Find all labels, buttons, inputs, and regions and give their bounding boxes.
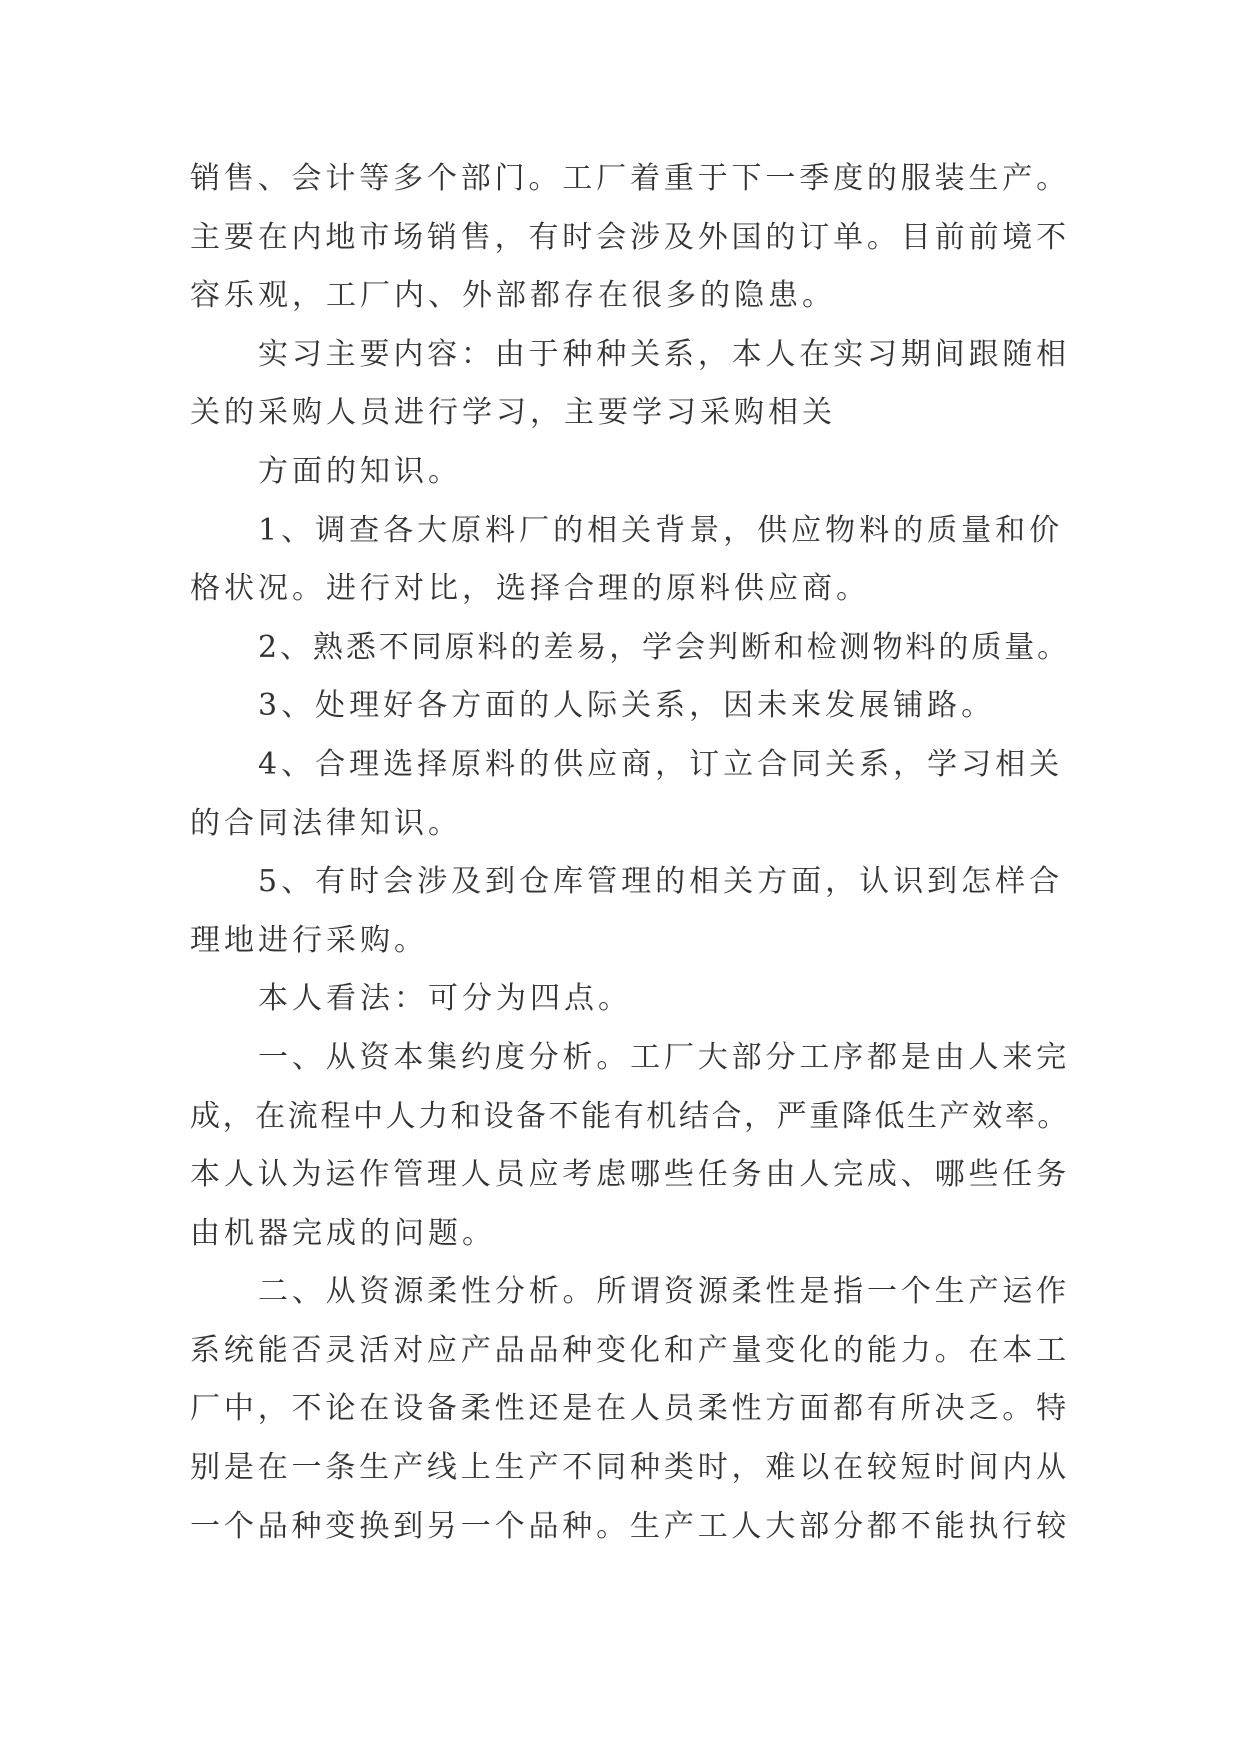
text-line: 销售、会计等多个部门。工厂着重于下一季度的服装生产。 — [190, 161, 1070, 196]
text-line: 容乐观，工厂内、外部都存在很多的隐患。 — [190, 278, 836, 314]
text-line: 4、合理选择原料的供应商，订立合同关系，学习相关 — [258, 746, 1064, 782]
text-line: 别是在一条生产线上生产不同种类时，难以在较短时间内从 — [190, 1450, 1070, 1486]
text-line: 5、有时会涉及到仓库管理的相关方面，认识到怎样合 — [258, 864, 1064, 900]
text-line: 本人认为运作管理人员应考虑哪些任务由人完成、哪些任务 — [190, 1157, 1070, 1193]
text-line: 2、熟悉不同原料的差易，学会判断和检测物料的质量。 — [258, 629, 1071, 665]
document-body — [190, 150, 1070, 1556]
text-line: 关的采购人员进行学习，主要学习采购相关 — [190, 395, 836, 431]
text-line: 格状况。进行对比，选择合理的原料供应商。 — [190, 571, 870, 607]
text-line: 一、从资本集约度分析。工厂大部分工序都是由人来完 — [258, 1039, 1070, 1075]
text-line: 实习主要内容：由于种种关系，本人在实习期间跟随相 — [258, 336, 1070, 372]
text-line: 方面的知识。 — [258, 453, 462, 489]
text-line: 3、处理好各方面的人际关系，因未来发展铺路。 — [258, 688, 996, 724]
text-line: 系统能否灵活对应产品品种变化和产量变化的能力。在本工 — [190, 1332, 1070, 1368]
text-line: 一个品种变换到另一个品种。生产工人大部分都不能执行较 — [190, 1508, 1070, 1544]
text-line: 本人看法：可分为四点。 — [258, 981, 632, 1017]
text-line: 二、从资源柔性分析。所谓资源柔性是指一个生产运作 — [258, 1274, 1070, 1310]
text-line: 1、调查各大原料厂的相关背景，供应物料的质量和价 — [258, 512, 1064, 548]
text-line: 厂中，不论在设备柔性还是在人员柔性方面都有所决乏。特 — [190, 1391, 1070, 1427]
text-line: 理地进行采购。 — [190, 922, 428, 958]
text-line: 由机器完成的问题。 — [190, 1215, 496, 1251]
text-line: 的合同法律知识。 — [190, 805, 462, 841]
text-line: 成，在流程中人力和设备不能有机结合，严重降低生产效率。 — [190, 1098, 1070, 1134]
text-line: 主要在内地市场销售，有时会涉及外国的订单。目前前境不 — [190, 219, 1070, 255]
